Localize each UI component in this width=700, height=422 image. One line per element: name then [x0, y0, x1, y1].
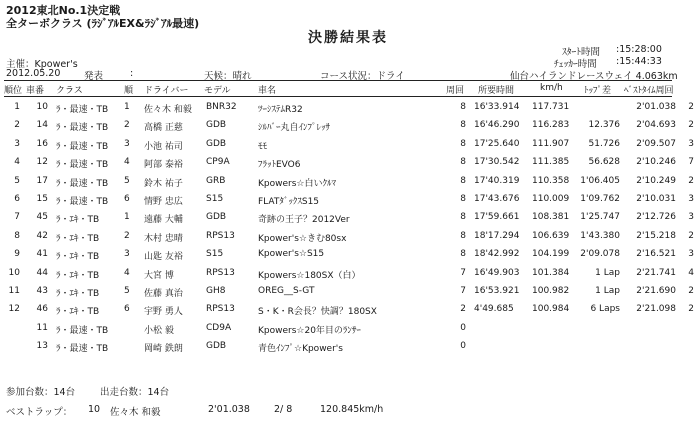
cell-driver: 佐々木 和毅	[144, 105, 192, 115]
cell-car-no: 45	[36, 212, 48, 223]
cell-car-name: ﾂｰｼｽﾃﾑR32	[258, 105, 303, 115]
venue: 仙台ハイランドレースウェイ 4.063km	[510, 71, 678, 82]
cell-laps: 8	[460, 212, 466, 223]
cell-car-no: 42	[36, 230, 48, 241]
cell-gap: 51.726	[588, 138, 620, 149]
cell-best: 2'10.249	[636, 175, 676, 186]
cell-driver: 大宮 博	[144, 270, 174, 281]
organizer: 主催：Kpower's	[6, 59, 78, 70]
cell-pos: 9	[14, 249, 20, 260]
cell-car-name: 青色ｲﾝﾌﾟ☆Kpower's	[258, 344, 343, 355]
cell-car-name: Kpower's☆S15	[258, 249, 325, 260]
cell-gap: 1'25.747	[580, 212, 620, 223]
cell-pos: 7	[14, 212, 20, 223]
cell-gap: 56.628	[588, 157, 620, 168]
cell-model: GRB	[206, 175, 226, 186]
cell-gap: 2'09.078	[580, 249, 620, 260]
table-row	[0, 323, 700, 337]
best-lap-driver: 佐々木 和毅	[110, 407, 161, 418]
cell-gap: 1 Lap	[595, 267, 620, 278]
cell-car-name: Kpowers☆20年目のﾗﾝｻｰ	[258, 325, 361, 336]
entries-count: 参加台数：14台	[6, 387, 76, 398]
cell-model: RPS13	[206, 230, 235, 241]
cell-best: 2'12.726	[636, 212, 676, 223]
table-row	[0, 139, 700, 153]
cell-speed: 111.385	[532, 157, 570, 168]
start-time-label: ｽﾀｰﾄ時間	[562, 47, 601, 58]
cell-model: BNR32	[206, 102, 237, 112]
cell-class: ﾗ・最速・TB	[56, 141, 109, 152]
cell-speed: 100.984	[532, 304, 570, 315]
table-row	[0, 120, 700, 134]
cell-laps: 7	[460, 267, 466, 278]
cell-model: GDB	[206, 138, 227, 149]
col-car-no: 車番	[26, 86, 45, 96]
event-name: 2012東北No.1決定戦	[6, 4, 121, 17]
cell-speed: 117.731	[532, 102, 570, 112]
cell-seq: 1	[124, 212, 130, 223]
cell-time: 16'53.921	[474, 286, 520, 296]
cell-seq: 4	[124, 267, 130, 278]
cell-car-no: 46	[36, 304, 48, 315]
starters-count: 出走台数：14台	[100, 387, 170, 398]
page-title: 決勝結果表	[308, 30, 388, 46]
cell-best: 2'21.741	[636, 267, 676, 278]
table-row	[0, 176, 700, 190]
cell-laps: 7	[460, 286, 466, 296]
cell-model: RPS13	[206, 267, 235, 278]
cell-laps: 8	[460, 138, 466, 149]
best-lap-lap: 2/ 8	[274, 404, 293, 415]
cell-speed: 110.358	[532, 175, 570, 186]
cell-driver: 宇野 勇人	[144, 307, 183, 318]
cell-time: 17'25.640	[474, 138, 520, 149]
cell-time: 17'40.319	[474, 175, 520, 186]
cell-seq: 5	[124, 286, 130, 296]
col-car-name: 車名	[258, 86, 277, 96]
cell-laps: 8	[460, 157, 466, 168]
cell-car-name: Kpower's☆きむ80sx	[258, 233, 347, 244]
cell-pos: 8	[14, 230, 20, 241]
cell-best-lap: 2	[688, 230, 694, 241]
cell-model: CD9A	[206, 322, 232, 333]
cell-best-lap: 3	[688, 194, 694, 204]
cell-driver: 阿部 泰裕	[144, 160, 183, 171]
cell-best: 2'04.693	[636, 120, 676, 131]
cell-class: ﾗ・最速・TB	[56, 105, 109, 115]
table-row	[0, 304, 700, 318]
cell-pos: 12	[8, 304, 20, 315]
cell-class: ﾗ・最速・TB	[56, 160, 109, 171]
cell-time: 16'49.903	[474, 267, 520, 278]
cell-speed: 110.009	[532, 194, 570, 204]
cell-seq: 2	[124, 230, 130, 241]
cell-class: ﾗ・最速・TB	[56, 123, 109, 134]
table-row	[0, 249, 700, 263]
cell-best-lap: 3	[688, 249, 694, 260]
cell-car-name: S・K・R会長？快調？180SX	[258, 307, 377, 318]
cell-speed: 101.384	[532, 267, 570, 278]
cell-car-no: 43	[36, 286, 48, 296]
colon: :	[130, 68, 134, 79]
cell-car-name: 奇跡の王子？2012Ver	[258, 215, 350, 226]
cell-best-lap: 4	[688, 267, 694, 278]
cell-car-name: ﾓﾓ	[258, 141, 268, 152]
cell-speed: 100.982	[532, 286, 570, 296]
cell-laps: 2	[460, 304, 466, 315]
cell-best: 2'15.218	[636, 230, 676, 241]
cell-car-name: Kpowers☆白いｸﾙﾏ	[258, 178, 336, 189]
cell-best-lap: 2	[688, 304, 694, 315]
cell-best-lap: 2	[688, 286, 694, 296]
cell-car-no: 11	[36, 322, 48, 333]
cell-best-lap: 2	[688, 175, 694, 186]
col-seq: 順	[124, 86, 134, 96]
cell-seq: 5	[124, 175, 130, 186]
cell-speed: 106.639	[532, 230, 570, 241]
cell-best-lap: 2	[688, 102, 694, 112]
cell-best-lap: 3	[688, 138, 694, 149]
cell-best: 2'09.507	[636, 138, 676, 149]
cell-speed: 104.199	[532, 249, 570, 260]
checker-time-label: ﾁｪｯｶｰ時間	[554, 59, 597, 70]
cell-seq: 6	[124, 304, 130, 315]
header-rule-top	[4, 80, 672, 81]
best-lap-car-no: 10	[88, 404, 101, 415]
cell-best-lap: 3	[688, 212, 694, 223]
header-rule-bottom	[4, 96, 672, 97]
cell-pos: 6	[14, 194, 20, 204]
cell-speed: 116.283	[532, 120, 570, 131]
cell-laps: 8	[460, 249, 466, 260]
cell-model: CP9A	[206, 157, 230, 168]
cell-model: GDB	[206, 120, 227, 131]
cell-driver: 木村 忠晴	[144, 233, 183, 244]
cell-class: ﾗ・ｴｷ・TB	[56, 252, 100, 263]
cell-seq: 6	[124, 194, 130, 204]
table-row	[0, 102, 700, 116]
cell-best: 2'16.521	[636, 249, 676, 260]
cell-gap: 12.376	[588, 120, 620, 131]
cell-class: ﾗ・最速・TB	[56, 344, 109, 355]
cell-laps: 8	[460, 102, 466, 112]
cell-gap: 1'06.405	[580, 175, 620, 186]
cell-driver: 情野 忠広	[144, 197, 183, 207]
cell-time: 18'17.294	[474, 230, 520, 241]
cell-class: ﾗ・最速・TB	[56, 325, 109, 336]
col-laps: 周回	[446, 86, 465, 96]
cell-best: 2'21.690	[636, 286, 676, 296]
col-time: 所要時間	[478, 86, 515, 96]
cell-speed: 108.381	[532, 212, 570, 223]
cell-time: 17'43.676	[474, 194, 520, 204]
cell-best: 2'01.038	[636, 102, 676, 112]
cell-laps: 8	[460, 230, 466, 241]
col-gap: ﾄｯﾌﾟ差	[584, 86, 612, 96]
cell-seq: 3	[124, 138, 130, 149]
cell-best: 2'21.098	[636, 304, 676, 315]
cell-driver: 鈴木 祐子	[144, 178, 183, 189]
cell-laps: 0	[460, 322, 466, 333]
cell-laps: 8	[460, 175, 466, 186]
cell-driver: 佐藤 真治	[144, 289, 183, 299]
cell-model: GDB	[206, 341, 227, 352]
cell-pos: 10	[8, 267, 20, 278]
cell-gap: 1 Lap	[595, 286, 620, 296]
cell-model: RPS13	[206, 304, 235, 315]
cell-car-no: 14	[36, 120, 48, 131]
cell-time: 16'33.914	[474, 102, 520, 112]
cell-model: GDB	[206, 212, 227, 223]
cell-car-no: 17	[36, 175, 48, 186]
cell-class: ﾗ・ｴｷ・TB	[56, 215, 100, 226]
cell-class: ﾗ・ｴｷ・TB	[56, 270, 100, 281]
checker-time: :15:44:33	[616, 56, 662, 67]
cell-class: ﾗ・最速・TB	[56, 178, 109, 189]
cell-car-no: 12	[36, 157, 48, 168]
cell-time: 17'30.542	[474, 157, 520, 168]
table-row	[0, 286, 700, 300]
cell-laps: 0	[460, 341, 466, 352]
cell-best: 2'10.246	[636, 157, 676, 168]
cell-laps: 8	[460, 194, 466, 204]
best-lap-speed: 120.845km/h	[320, 404, 384, 415]
col-best: ﾍﾞｽﾄﾀｲﾑ周回	[624, 86, 674, 96]
cell-best: 2'10.031	[636, 194, 676, 204]
cell-driver: 山匙 友裕	[144, 252, 183, 263]
cell-pos: 2	[14, 120, 20, 131]
cell-model: GH8	[206, 286, 226, 296]
cell-seq: 1	[124, 102, 130, 112]
cell-laps: 8	[460, 120, 466, 131]
cell-driver: 小池 祐司	[144, 141, 183, 152]
cell-seq: 2	[124, 120, 130, 131]
cell-model: S15	[206, 194, 224, 204]
cell-pos: 5	[14, 175, 20, 186]
col-driver: ドライバー	[144, 86, 189, 96]
cell-pos: 11	[8, 286, 20, 296]
cell-car-name: Kpowers☆180SX（白）	[258, 270, 361, 281]
table-row	[0, 212, 700, 226]
cell-model: S15	[206, 249, 224, 260]
cell-driver: 高橋 正慈	[144, 123, 183, 134]
start-time: :15:28:00	[616, 44, 662, 55]
table-row	[0, 194, 700, 208]
cell-driver: 小松 毅	[144, 325, 174, 336]
table-row	[0, 268, 700, 282]
cell-gap: 1'43.380	[580, 230, 620, 241]
cell-time: 18'42.992	[474, 249, 520, 260]
cell-driver: 岡崎 鉄朗	[144, 344, 183, 355]
cell-speed: 111.907	[532, 138, 570, 149]
announce-label: 発表	[84, 71, 104, 82]
cell-time: 4'49.685	[474, 304, 514, 315]
col-speed: km/h	[540, 83, 563, 93]
best-lap-label: ベストラップ：	[6, 407, 73, 418]
col-class: クラス	[56, 86, 83, 96]
cell-car-no: 41	[36, 249, 48, 260]
cell-class: ﾗ・ｴｷ・TB	[56, 307, 100, 318]
cell-pos: 4	[14, 157, 20, 168]
col-model: モデル	[204, 86, 231, 96]
cell-car-name: ﾌﾗｯﾄEVO6	[258, 160, 301, 171]
cell-seq: 3	[124, 249, 130, 260]
class-name: 全ターボクラス (ﾗｼﾞｱﾙEX&ﾗｼﾞｱﾙ最速)	[6, 17, 200, 30]
cell-class: ﾗ・最速・TB	[56, 197, 109, 207]
table-row	[0, 157, 700, 171]
cell-time: 16'46.290	[474, 120, 520, 131]
cell-time: 17'59.661	[474, 212, 520, 223]
table-row	[0, 231, 700, 245]
cell-best-lap: 2	[688, 120, 694, 131]
weather: 天候：晴れ	[204, 71, 252, 82]
col-pos: 順位	[4, 86, 23, 96]
cell-pos: 3	[14, 138, 20, 149]
cell-pos: 1	[14, 102, 20, 112]
cell-gap: 6 Laps	[590, 304, 620, 315]
cell-driver: 遠藤 大輔	[144, 215, 183, 226]
cell-car-no: 44	[36, 267, 48, 278]
cell-car-no: 16	[36, 138, 48, 149]
table-row	[0, 341, 700, 355]
cell-best-lap: 7	[688, 157, 694, 168]
cell-car-name: ｼﾙﾊﾞｰ丸自ｲﾝﾌﾟﾚｯｻ	[258, 123, 331, 134]
cell-class: ﾗ・ｴｷ・TB	[56, 233, 100, 244]
cell-seq: 4	[124, 157, 130, 168]
cell-car-no: 10	[36, 102, 48, 112]
cell-class: ﾗ・ｴｷ・TB	[56, 289, 100, 299]
cell-car-name: OREG__S-GT	[258, 286, 315, 296]
best-lap-time: 2'01.038	[208, 404, 250, 415]
date: 2012.05.20	[6, 68, 61, 79]
cell-car-no: 15	[36, 194, 48, 204]
cell-car-name: FLATﾀﾞｯｸｽS15	[258, 197, 320, 207]
course-condition: コース状況：ドライ	[320, 71, 405, 82]
cell-car-no: 13	[36, 341, 48, 352]
cell-gap: 1'09.762	[580, 194, 620, 204]
